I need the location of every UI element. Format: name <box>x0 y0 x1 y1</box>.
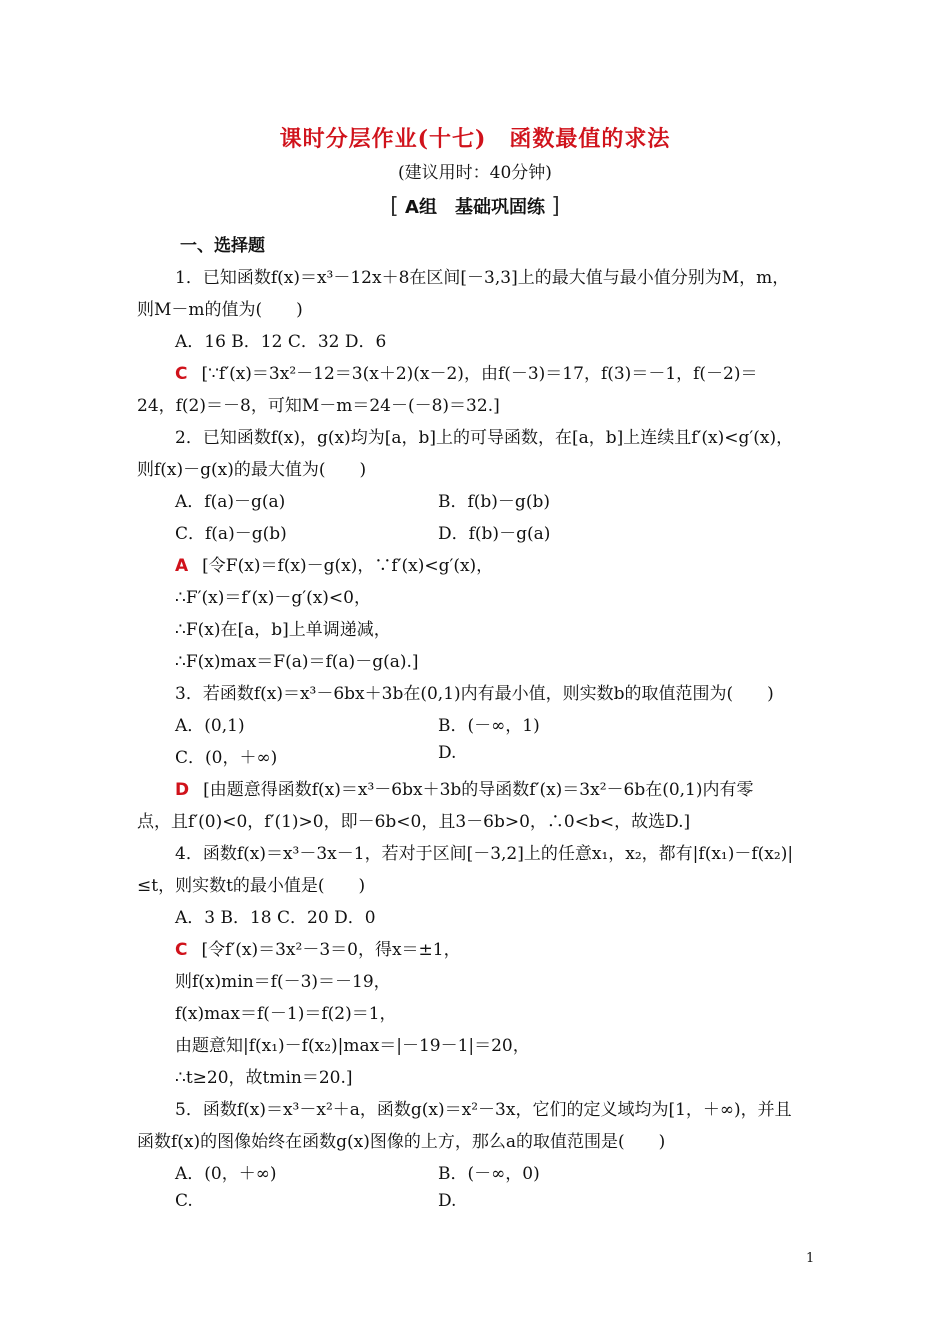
answer-1-letter: C <box>175 364 188 384</box>
question-5-option-d: D. <box>438 1191 457 1211</box>
answer-2-line-1 <box>175 551 493 576</box>
answer-3-letter: D <box>175 780 190 800</box>
question-3-option-c: C．(0，＋∞) <box>175 748 278 768</box>
answer-2-line-4: ∴F(x)max＝F(a)＝f(a)－g(a).] <box>175 652 419 672</box>
group-label: A组 基础巩固练 <box>405 197 545 218</box>
answer-3-line-1 <box>175 775 754 800</box>
answer-3-text: [由题意得函数f(x)＝x³－6bx＋3b的导函数f′(x)＝3x²－6b在(0,1)内有零 <box>203 780 754 800</box>
answer-4-line-3: f(x)max＝f(－1)＝f(2)＝1， <box>175 1004 397 1024</box>
answer-4-line-5: ∴t≥20，故tmin＝20.] <box>175 1068 353 1088</box>
page-title: 课时分层作业(十七) 函数最值的求法 <box>279 126 671 152</box>
question-2-line-1: 2．已知函数f(x)，g(x)均为[a，b]上的可导函数，在[a，b]上连续且f′(x)<g′(x)， <box>175 428 794 448</box>
answer-4-text: [令f′(x)＝3x²－3＝0，得x＝±1， <box>201 940 461 960</box>
question-5-option-b: B．(－∞，0) <box>438 1164 540 1184</box>
left-bracket-icon: [ <box>390 194 399 219</box>
question-1-options: A．16 B．12 C．32 D．6 <box>175 332 387 352</box>
answer-2-text: [令F(x)＝f(x)－g(x)，∵f′(x)<g′(x)， <box>202 556 494 576</box>
answer-1-line-1 <box>175 359 758 384</box>
answer-2-line-3: ∴F(x)在[a，b]上单调递减， <box>175 620 391 640</box>
question-2-option-a: A．f(a)－g(a) <box>175 492 286 512</box>
question-5-line-1: 5．函数f(x)＝x³－x²＋a，函数g(x)＝x²－3x，它们的定义域均为[1，＋∞)，并且 <box>175 1100 792 1120</box>
section-title: 一、选择题 <box>180 236 265 256</box>
answer-1-line-2: 24，f(2)＝－8，可知M－m＝24－(－8)＝32.] <box>137 396 500 416</box>
answer-2-letter: A <box>175 556 189 576</box>
question-5-option-c: C. <box>175 1191 193 1211</box>
question-4-line-1: 4．函数f(x)＝x³－3x－1，若对于区间[－3,2]上的任意x₁，x₂，都有|f(x₁)－f(x₂)| <box>175 844 794 864</box>
question-2-option-d: D．f(b)－g(a) <box>438 524 551 544</box>
question-4-options: A．3 B．18 C．20 D．0 <box>175 908 376 928</box>
question-2-line-2: 则f(x)－g(x)的最大值为( ) <box>137 460 367 480</box>
group-heading <box>0 193 950 219</box>
right-bracket-icon: ] <box>551 194 560 219</box>
suggested-time: (建议用时：40分钟) <box>398 163 552 183</box>
answer-4-line-4: 由题意知|f(x₁)－f(x₂)|max＝|－19－1|＝20， <box>175 1036 530 1056</box>
page-number: 1 <box>806 1251 815 1266</box>
question-2-option-c: C．f(a)－g(b) <box>175 524 287 544</box>
question-1-line-1: 1．已知函数f(x)＝x³－12x＋8在区间[－3,3]上的最大值与最小值分别为M，m， <box>175 268 790 288</box>
question-5-line-2: 函数f(x)的图像始终在函数g(x)图像的上方，那么a的取值范围是( ) <box>137 1132 666 1152</box>
question-4-line-2: ≤t，则实数t的最小值是( ) <box>137 876 366 896</box>
answer-4-line-1 <box>175 935 461 960</box>
question-3-option-b: B．(－∞，1) <box>438 716 540 736</box>
question-3-line-1: 3．若函数f(x)＝x³－6bx＋3b在(0,1)内有最小值，则实数b的取值范围为( ) <box>175 684 774 704</box>
answer-4-line-2: 则f(x)min＝f(－3)＝－19， <box>175 972 391 992</box>
question-2-option-b: B．f(b)－g(b) <box>438 492 550 512</box>
answer-1-text: [∵f′(x)＝3x²－12＝3(x＋2)(x－2)，由f(－3)＝17，f(3)＝－1，f(－2)＝ <box>201 364 758 384</box>
question-3-option-d: D. <box>438 743 457 763</box>
answer-3-line-2: 点，且f′(0)<0，f′(1)>0，即－6b<0，且3－6b>0，∴0<b<，故选D.] <box>137 812 691 832</box>
answer-2-line-2: ∴F′(x)＝f′(x)－g′(x)<0， <box>175 588 371 608</box>
question-3-option-a: A．(0,1) <box>175 716 245 736</box>
question-1-line-2: 则M－m的值为( ) <box>137 300 303 320</box>
question-5-option-a: A．(0，＋∞) <box>175 1164 277 1184</box>
answer-4-letter: C <box>175 940 188 960</box>
